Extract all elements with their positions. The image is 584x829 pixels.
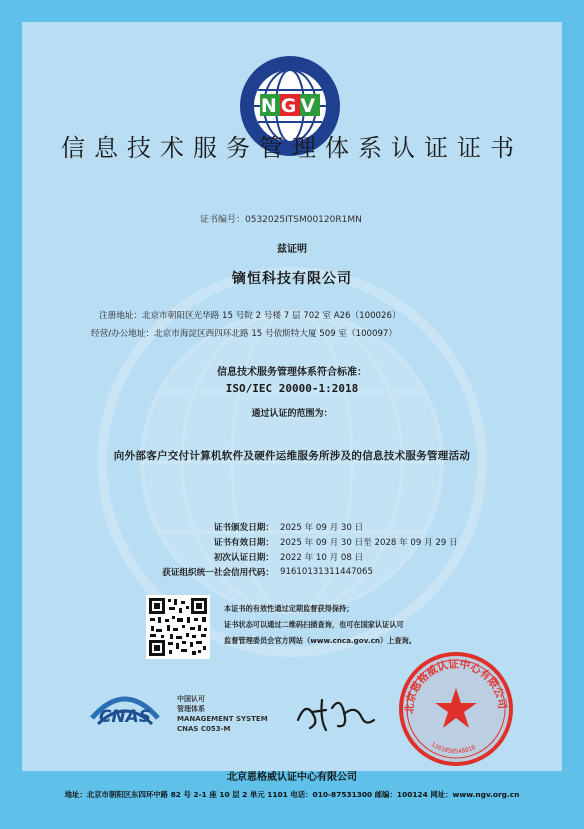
note-line: 证书状态可以通过二维码扫描查询，也可在国家认证认可 (224, 620, 404, 629)
standard-label: 信息技术服务管理体系符合标准： (217, 367, 367, 378)
validity-row (130, 534, 510, 549)
cnas-line: MANAGEMENT SYSTEM (177, 715, 268, 723)
date-value: 2022 年 10 月 08 日 (280, 552, 364, 563)
official-seal (397, 650, 515, 768)
certificate-title: 信息技术服务管理体系认证证书 (61, 134, 523, 162)
date-label: 证书颁发日期： (213, 522, 274, 533)
dates-block (130, 519, 510, 579)
footer-company: 北京恩格威认证中心有限公司 (227, 772, 357, 783)
office-address: 经营/办公地址：北京市海淀区西四环北路 15 号依斯特大厦 509 室（100097） (91, 329, 397, 339)
date-label: 证书有效日期： (213, 537, 274, 548)
date-label: 获证组织统一社会信用代码： (162, 567, 274, 578)
registered-address: 注册地址：北京市朝阳区光华路 15 号院 2 号楼 7 层 702 室 A26（100026） (99, 311, 401, 321)
date-value: 2025 年 09 月 30 日 (280, 522, 364, 533)
date-value: 2025 年 09 月 30 日至 2028 年 09 月 29 日 (280, 537, 458, 548)
certify-label: 兹证明 (277, 244, 307, 255)
notes-block (224, 601, 416, 649)
initial-cert-row (130, 549, 510, 564)
scope-text: 向外部客户交付计算机软件及硬件运维服务所涉及的信息技术服务管理活动 (113, 450, 471, 462)
note-line: 本证书的有效性通过定期监督获得保持； (224, 604, 354, 613)
svg-text:NGV: NGV (260, 95, 320, 117)
certificate-number: 证书编号：0532025ITSM00120R1MN (200, 215, 362, 225)
date-value: 91610131311447065 (280, 566, 373, 577)
scope-label: 通过认证的范围为： (251, 409, 333, 419)
footer-address: 地址：北京市朝阳区东四环中路 82 号 2-1 座 10 层 2 单元 1101 电话：010-87531300 邮编：100124 网址：www.ngv.org.cn (64, 790, 520, 799)
svg-text:北京恩格威认证中心有限公司: 北京恩格威认证中心有限公司 (403, 658, 509, 715)
svg-text:1101050548810: 1101050548810 (429, 741, 477, 756)
note-line: 监督管理委员会官方网站（www.cnca.gov.cn）上查询。 (224, 636, 416, 645)
qr-code[interactable] (146, 595, 210, 659)
cnas-line: 中国认可 (177, 695, 205, 703)
company-name: 镝恒科技有限公司 (232, 271, 352, 287)
cnas-line: CNAS C053-M (177, 725, 231, 733)
cnas-text (177, 694, 268, 734)
svg-text:CNAS: CNAS (98, 707, 152, 727)
signature (292, 690, 382, 738)
issue-date-row (130, 519, 510, 534)
date-label: 初次认证日期： (213, 552, 274, 563)
standard: ISO/IEC 20000-1:2018 (225, 382, 359, 395)
credit-code-row (130, 564, 510, 579)
cnas-logo (88, 688, 162, 732)
cnas-line: 管理体系 (177, 705, 205, 713)
